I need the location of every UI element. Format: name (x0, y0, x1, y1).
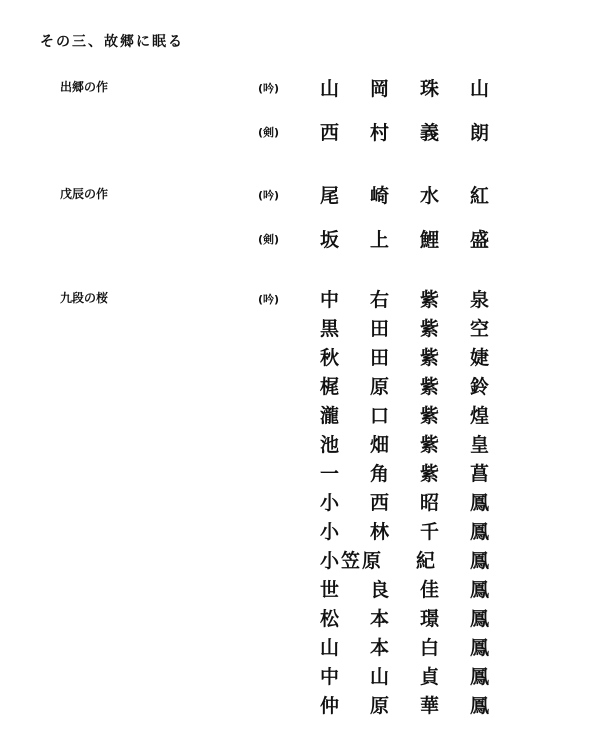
performer-row (0, 695, 600, 725)
name-char: 小 (320, 521, 340, 543)
name-char: 菖 (470, 463, 490, 485)
name-char: 笠 (341, 550, 361, 572)
performer-row (0, 122, 600, 152)
performer-name (320, 225, 520, 252)
performer-name (320, 118, 520, 145)
performer-name (320, 575, 520, 602)
name-char: 鳳 (470, 550, 490, 572)
performer-name (320, 517, 520, 544)
name-char: 原 (370, 695, 390, 717)
name-char: 林 (370, 521, 390, 543)
name-char: 畑 (370, 434, 390, 456)
performer-row (0, 229, 600, 259)
performer-name (320, 488, 520, 515)
performer-name (320, 430, 520, 457)
name-char: 口 (370, 405, 390, 427)
name-char: 西 (370, 492, 390, 514)
name-char: 紫 (420, 347, 440, 369)
name-char: 義 (420, 122, 440, 144)
name-char: 千 (420, 521, 440, 543)
name-char: 世 (320, 579, 340, 601)
name-char: 紫 (420, 434, 440, 456)
performer-name (320, 343, 520, 370)
piece-title: 戊辰の作 (60, 187, 109, 201)
name-char: 山 (370, 666, 390, 688)
name-char: 崎 (370, 185, 390, 207)
section-title: その三、故郷に眠る (40, 34, 184, 50)
name-char: 泉 (470, 289, 490, 311)
name-char: 本 (370, 637, 390, 659)
name-char: 朗 (470, 122, 490, 144)
performer-name (320, 633, 520, 660)
performer-name (320, 181, 520, 208)
performer-name (320, 662, 520, 689)
name-char: 鳳 (470, 666, 490, 688)
name-char: 松 (320, 608, 340, 630)
name-char: 仲 (320, 695, 340, 717)
name-char: 山 (320, 78, 340, 100)
role-label: (剣) (258, 126, 280, 139)
name-char: 岡 (370, 78, 390, 100)
performer-name (320, 74, 520, 101)
performer-name (320, 546, 530, 573)
name-char: 紀 (416, 550, 436, 572)
name-char: 本 (370, 608, 390, 630)
name-char: 璟 (420, 608, 440, 630)
name-char: 田 (370, 347, 390, 369)
performer-name (320, 604, 520, 631)
name-char: 坂 (320, 229, 340, 251)
name-char: 紫 (420, 318, 440, 340)
name-char: 原 (370, 376, 390, 398)
name-char: 盛 (470, 229, 490, 251)
performer-row (0, 78, 600, 108)
name-char: 西 (320, 122, 340, 144)
performer-name (320, 372, 520, 399)
name-char: 山 (470, 78, 490, 100)
performer-name (320, 401, 520, 428)
name-char: 瀧 (320, 405, 340, 427)
name-char: 皇 (470, 434, 490, 456)
name-char: 鳳 (470, 695, 490, 717)
name-char: 鳳 (470, 492, 490, 514)
name-char: 黒 (320, 318, 340, 340)
name-char: 水 (420, 185, 440, 207)
name-char: 角 (370, 463, 390, 485)
performer-name (320, 314, 520, 341)
name-char: 小 (320, 550, 340, 572)
name-char: 昭 (420, 492, 440, 514)
performer-name (320, 285, 520, 312)
name-char: 秋 (320, 347, 340, 369)
name-char: 池 (320, 434, 340, 456)
name-char: 梶 (320, 376, 340, 398)
name-char: 佳 (420, 579, 440, 601)
name-char: 右 (370, 289, 390, 311)
name-char: 鳳 (470, 637, 490, 659)
name-char: 一 (320, 463, 340, 485)
name-char: 鈴 (470, 376, 490, 398)
performer-row (0, 185, 600, 215)
name-char: 貞 (420, 666, 440, 688)
name-char: 田 (370, 318, 390, 340)
name-char: 鳳 (470, 521, 490, 543)
name-char: 良 (370, 579, 390, 601)
name-char: 紫 (420, 405, 440, 427)
name-char: 紫 (420, 463, 440, 485)
name-char: 紅 (470, 185, 490, 207)
name-char: 白 (420, 637, 440, 659)
name-char: 煌 (470, 405, 490, 427)
name-char: 中 (320, 289, 340, 311)
name-char: 婕 (470, 347, 490, 369)
name-char: 鳳 (470, 608, 490, 630)
name-char: 鳳 (470, 579, 490, 601)
name-char: 華 (420, 695, 440, 717)
role-label: (剣) (258, 233, 280, 246)
role-label: (吟) (258, 293, 280, 306)
name-char: 小 (320, 492, 340, 514)
performer-name (320, 459, 520, 486)
name-char: 鯉 (420, 229, 440, 251)
role-label: (吟) (258, 82, 280, 95)
name-char: 村 (370, 122, 390, 144)
name-char: 尾 (320, 185, 340, 207)
name-char: 中 (320, 666, 340, 688)
piece-title: 九段の桜 (60, 291, 109, 305)
role-label: (吟) (258, 189, 280, 202)
performer-name (320, 691, 520, 718)
name-char: 紫 (420, 376, 440, 398)
piece-title: 出郷の作 (60, 80, 109, 94)
name-char: 山 (320, 637, 340, 659)
name-char: 空 (470, 318, 490, 340)
name-char: 珠 (420, 78, 440, 100)
name-char: 上 (370, 229, 390, 251)
name-char: 紫 (420, 289, 440, 311)
name-char: 原 (362, 550, 382, 572)
